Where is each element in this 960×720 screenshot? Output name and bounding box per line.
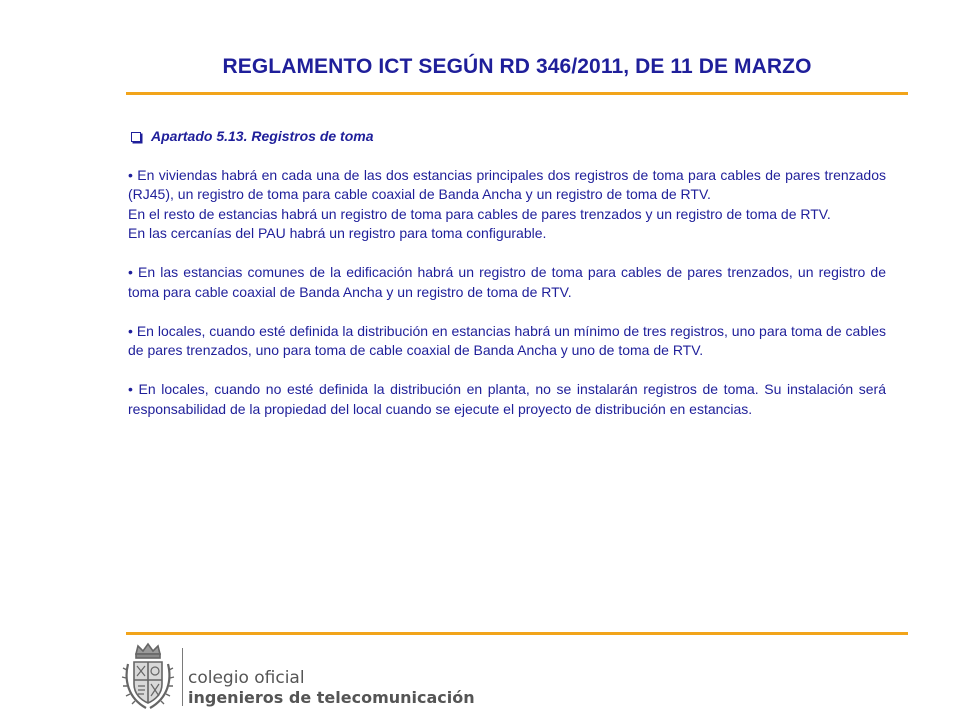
logo-divider [182,648,183,706]
paragraph-viviendas: • En viviendas habrá en cada una de las dos estancias principales dos registros de toma para cables de pares trenzados (RJ45), un registro de toma para cable coaxial de Banda Ancha y un registro de toma de RTV. [128,166,886,202]
section-heading [128,127,886,147]
page-title: REGLAMENTO ICT SEGÚN RD 346/2011, DE 11 DE MARZO [222,55,812,78]
spacer [128,361,886,381]
coit-logo [120,640,475,712]
coat-of-arms-icon [120,640,176,712]
spacer [128,244,886,264]
paragraph-resto-estancias: En el resto de estancias habrá un registro de toma para cables de pares trenzados y un registro de toma de RTV. [128,205,831,222]
section-heading-text: Apartado 5.13. Registros de toma [151,128,374,144]
content-body [128,127,886,419]
top-divider [126,92,908,95]
paragraph-locales-definida: • En locales, cuando esté definida la distribución en estancias habrá un mínimo de tres registros, uno para toma de cables de pares trenzados, uno para toma de cable coaxial de Banda Ancha y uno de toma de RTV. [128,322,886,358]
paragraph-estancias-comunes: • En las estancias comunes de la edificación habrá un registro de toma para cables de pares trenzados, un registro de toma para cable coaxial de Banda Ancha y un registro de toma de RTV. [128,264,886,300]
checkbox-bullet-icon [131,132,141,142]
bottom-divider [126,632,908,635]
paragraph-locales-no-definida: • En locales, cuando no esté definida la distribución en planta, no se instalarán registros de toma. Su instalación será responsabilidad de la propiedad del local cuando se ejecute el proyecto de distribución en estancias. [128,381,886,417]
logo-text-colegio: colegio oficial [188,668,305,688]
paragraph-pau: En las cercanías del PAU habrá un registro para toma configurable. [128,225,547,241]
logo-text-ingenieros: ingenieros de telecomunicación [188,688,475,707]
spacer [128,302,886,322]
